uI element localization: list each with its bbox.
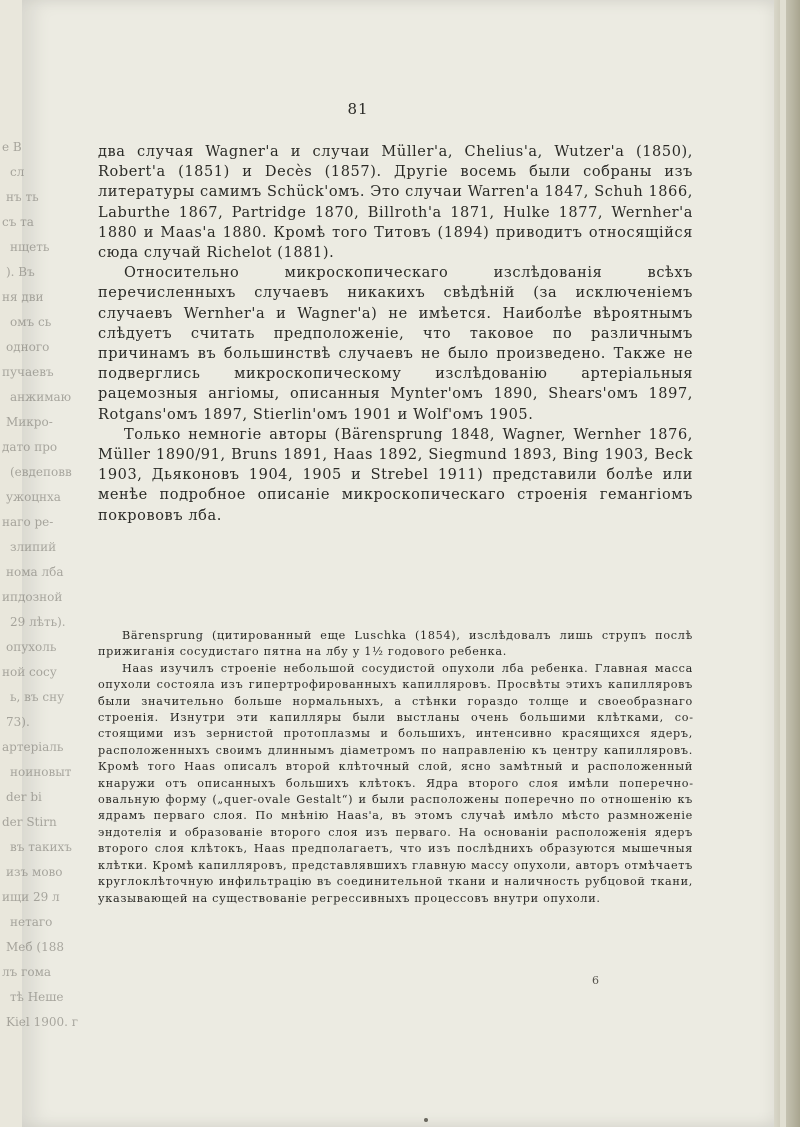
gutter-highlight <box>780 0 786 1127</box>
bleed-line: ня дви <box>2 290 44 304</box>
bleed-line: пучаевъ <box>2 365 54 379</box>
bleed-line: 73). <box>6 715 30 729</box>
bleed-line: въ такихъ <box>10 840 72 854</box>
bleed-line: der Stirn <box>2 815 57 829</box>
page-number: 81 <box>347 100 369 118</box>
bleed-line: ужоцнха <box>6 490 61 504</box>
bleed-line: 29 лѣть). <box>10 615 66 629</box>
bleed-line: der bi <box>6 790 42 804</box>
small-paragraph-1: Bärensprung (цитированный еще Luschka (1854), изслѣдовалъ лишь струпъ послѣ прижиганія сосудистаго пятна на лбу у 1½ годового ребенка. <box>98 629 693 659</box>
bleed-line: ь, въ сну <box>10 690 65 704</box>
bleed-line: Kiel 1900. г <box>6 1015 79 1029</box>
bleed-line: ноиновыт <box>10 765 72 779</box>
bleed-line: е В <box>2 140 22 154</box>
paragraph-2: Относительно микроскопическаго изслѣдованія всѣхъ перечисленныхъ случаевъ никакихъ свѣдѣній (за исключеніемъ случаевъ Wernher'а и Wagner'а) не имѣется. Наиболѣе вѣроятнымъ слѣдуетъ считать предположеніе, что таковое по различнымъ причинамъ въ большинствѣ случаевъ не было произведено. Также не подверглись микроскопическому изслѣдованію артеріальныя рацемозныя ангіомы, описанныя Mynter'омъ 1890, Shears'омъ 1897, Rotgans'омъ 1897, Stierlin'омъ 1901 и Wolf'омъ 1905. <box>98 265 693 423</box>
bleed-line: (евдеповв <box>10 465 72 479</box>
bleed-line: Микро- <box>6 415 53 429</box>
bleed-line: ипдозной <box>2 590 63 604</box>
small-paragraph-2: Haas изучилъ строеніе небольшой сосудистой опухоли лба ребенка. Главная масса опухоли состояла изъ гипертрофированныхъ капилляровъ. Просвѣты этихъ капилляровъ были значительно больше нормальныхъ, а стѣнки гораздо толще и своеобразнаго строенія. Изнутри эти капилляры были выстланы очень большими клѣтками, состоящими изъ зернистой протоплазмы и большихъ, интенсивно красящихся ядеръ, расположенныхъ своимъ длиннымъ діаметромъ по направленію къ центру капилляровъ. Кромѣ того Haas описалъ второй клѣточный слой, ясно замѣтный и расположенный кнаружи отъ описанныхъ большихъ клѣтокъ. Ядра второго слоя имѣли поперечноовальную форму („quer-ovale Gestalt“) и были расположены поперечно по отношенію къ ядрамъ перваго слоя. По мнѣнію Haas'а, въ этомъ случаѣ имѣло мѣсто размноженіе эндотелія и образованіе второго слоя изъ перваго. На основаніи расположенія ядеръ второго слоя клѣтокъ, Haas предполагаетъ, что изъ послѣднихъ образуются мышечныя клѣтки. Кромѣ капилляровъ, представлявшихъ главную массу опухоли, авторъ отмѣчаетъ круглоклѣточную инфильтрацію въ соединительной ткани и наличность рубцовой ткани, указывающей на существованіе регрессивныхъ процессовъ внутри опухоли. <box>98 661 693 905</box>
small-print-text <box>98 628 693 907</box>
bleed-line: съ та <box>2 215 34 229</box>
bleed-line: артеріаль <box>2 740 64 754</box>
bleed-line: опухоль <box>6 640 57 654</box>
main-text <box>98 142 693 526</box>
bleed-line: одного <box>6 340 50 354</box>
bleed-line: нщеть <box>10 240 50 254</box>
bleed-line: анжимаю <box>10 390 72 404</box>
bleed-line: омъ сь <box>10 315 52 329</box>
paragraph-1: два случая Wagner'а и случаи Müller'а, Chelius'а, Wutzer'а (1850), Robert'а (1851) и Decès (1857). Другіе восемь были собраны изъ литературы самимъ Schück'омъ. Это случаи Warren'а 1847, Schuh 1866, Laburthe 1867, Partridge 1870, Billroth'а 1871, Hulke 1877, Wernher'а 1880 и Maas'а 1880. Кромѣ того Титовъ (1894) приводитъ относящійся сюда случай Richelot (1881). <box>98 144 693 262</box>
book-gutter <box>774 0 800 1127</box>
signature-mark: 6 <box>592 974 599 987</box>
bleed-line: тѣ Неше <box>10 990 64 1004</box>
bleed-line: нома лба <box>6 565 64 579</box>
paragraph-3: Только немногіе авторы (Bärensprung 1848, Wagner, Wernher 1876, Müller 1890/91, Bruns 1891, Haas 1892, Siegmund 1893, Bing 1903, Beck 1903, Дьяконовъ 1904, 1905 и Strebel 1911) представили болѣе или менѣе подробное описаніе микроскопическаго строенія гемангіомъ покрововъ лба. <box>98 426 693 524</box>
bleed-line: злипий <box>10 540 57 554</box>
bleed-line: изъ мово <box>6 865 63 879</box>
bleed-line: Меб (188 <box>6 940 65 954</box>
bleed-line: ной сосу <box>2 665 57 679</box>
bleed-line: ищи 29 л <box>2 890 60 904</box>
bleed-line: дато про <box>2 440 58 454</box>
bleed-line: наго ре- <box>2 515 54 529</box>
paper-speck <box>424 1118 428 1122</box>
bleed-line: сл <box>10 165 25 179</box>
bleed-through-previous-page <box>0 140 86 1060</box>
bleed-line: нетаго <box>10 915 53 929</box>
bleed-line: лъ гома <box>2 965 52 979</box>
bleed-line: ). Въ <box>6 265 35 279</box>
bleed-line: нъ ть <box>6 190 39 204</box>
